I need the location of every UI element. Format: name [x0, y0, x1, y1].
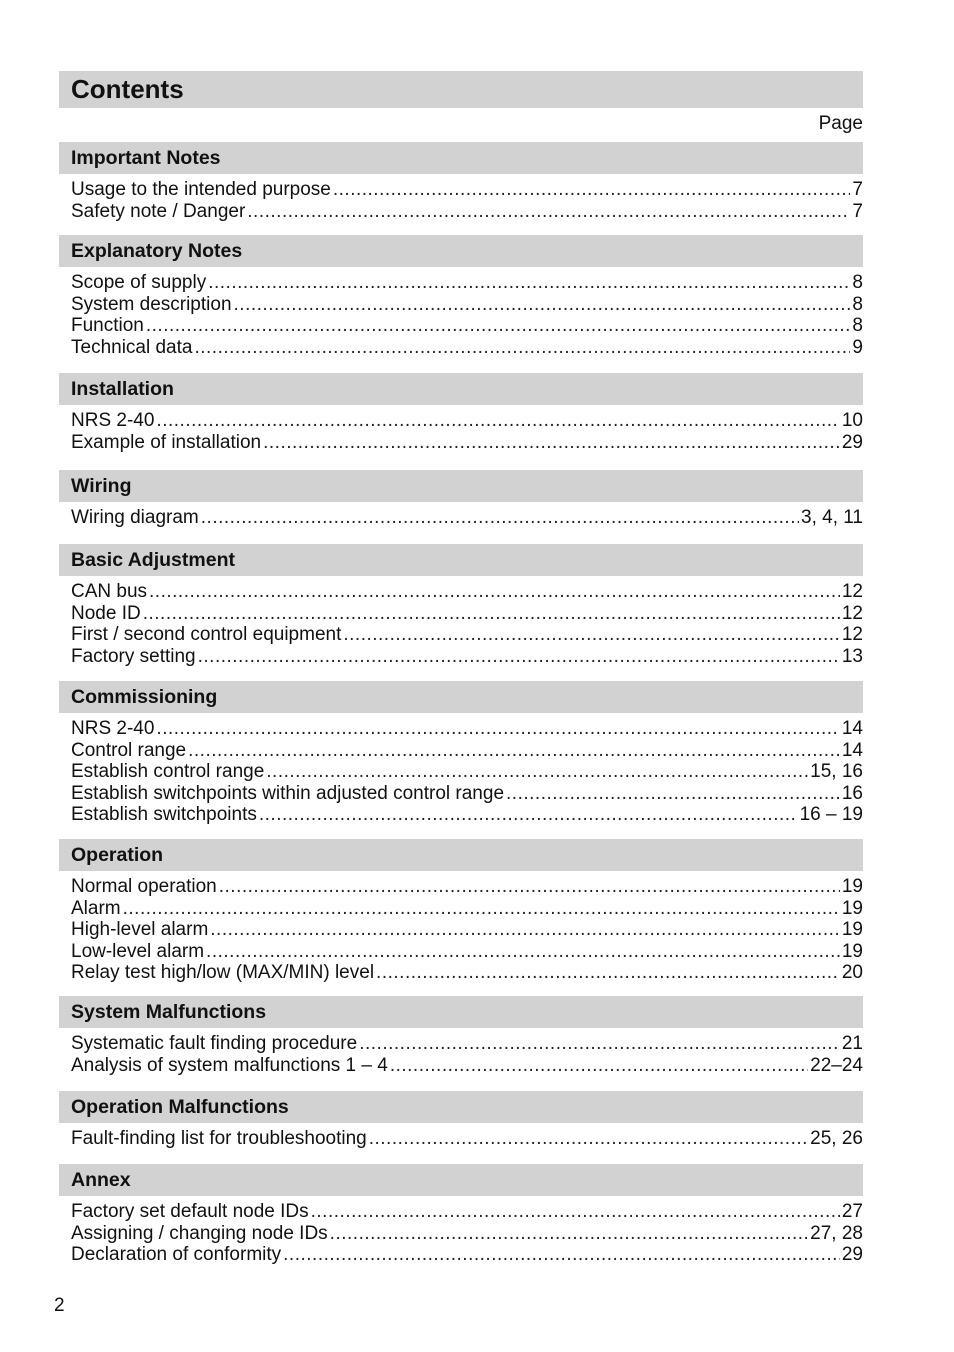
entry-title: Control range: [71, 739, 187, 761]
page-column-label: Page: [818, 113, 863, 134]
entry-title: High-level alarm: [71, 919, 209, 941]
toc-section: [59, 142, 863, 222]
entry-title: Scope of supply: [71, 272, 207, 293]
dot-leader: [266, 761, 808, 783]
toc-entry[interactable]: [59, 201, 863, 223]
entry-page: 16 – 19: [799, 804, 863, 826]
entry-page: 20: [841, 962, 863, 984]
toc-section: [59, 996, 863, 1076]
entry-page: 16: [841, 782, 863, 804]
toc-entry[interactable]: [59, 783, 863, 805]
toc-entry[interactable]: [59, 962, 863, 984]
dot-leader: [333, 179, 851, 201]
entry-page: 29: [841, 431, 863, 453]
dot-leader: [208, 272, 850, 294]
entry-page: 21: [841, 1033, 863, 1054]
entry-list: [59, 1028, 863, 1076]
toc-section: [59, 1164, 863, 1266]
entry-page: 12: [841, 581, 863, 602]
entry-page: 14: [841, 718, 863, 739]
entry-list: [59, 576, 863, 667]
entry-page: 25, 26: [810, 1128, 863, 1149]
toc-section: [59, 544, 863, 667]
toc-section: [59, 681, 863, 826]
entry-page: 12: [841, 602, 863, 624]
toc-entry[interactable]: [59, 581, 863, 603]
entry-title: NRS 2-40: [71, 410, 155, 431]
toc-section: [59, 839, 863, 984]
dot-leader: [206, 941, 840, 963]
toc-entry[interactable]: [59, 603, 863, 625]
section-heading: Basic Adjustment: [59, 544, 863, 576]
entry-title: Establish switchpoints: [71, 804, 257, 826]
toc-section: [59, 470, 863, 529]
dot-leader: [283, 1244, 840, 1266]
entry-page: 8: [852, 272, 863, 293]
entry-page: 10: [841, 410, 863, 431]
entry-title: Example of installation: [71, 431, 262, 453]
entry-page: 12: [841, 624, 863, 646]
toc-entry[interactable]: [59, 1128, 863, 1150]
entry-page: 19: [841, 897, 863, 919]
entry-title: Relay test high/low (MAX/MIN) level: [71, 962, 375, 984]
dot-leader: [149, 581, 840, 603]
dot-leader: [376, 962, 840, 984]
entry-title: Usage to the intended purpose: [71, 179, 331, 200]
page-number: 2: [54, 1295, 65, 1316]
toc-entry[interactable]: [59, 646, 863, 668]
dot-leader: [146, 315, 851, 337]
entry-title: Establish control range: [71, 761, 265, 783]
section-heading: Commissioning: [59, 681, 863, 713]
dot-leader: [156, 410, 839, 432]
entry-page: 27: [841, 1201, 863, 1222]
dot-leader: [201, 507, 799, 529]
dot-leader: [198, 646, 840, 668]
entry-list: [59, 405, 863, 453]
dot-leader: [219, 876, 840, 898]
entry-title: Analysis of system malfunctions 1 – 4: [71, 1054, 388, 1076]
dot-leader: [359, 1033, 840, 1055]
dot-leader: [234, 294, 851, 316]
entry-title: CAN bus: [71, 581, 148, 602]
entry-page: 14: [841, 739, 863, 761]
entry-title: Node ID: [71, 602, 141, 624]
dot-leader: [247, 201, 850, 223]
entry-title: Wiring diagram: [71, 507, 199, 528]
toc-entry[interactable]: [59, 941, 863, 963]
entry-title: First / second control equipment: [71, 624, 342, 646]
entry-title: Function: [71, 315, 144, 337]
toc-section: [59, 373, 863, 453]
entry-page: 19: [841, 919, 863, 941]
section-heading: Wiring: [59, 470, 863, 502]
toc-entry[interactable]: [59, 1055, 863, 1077]
entry-title: Normal operation: [71, 876, 217, 897]
dot-leader: [156, 718, 839, 740]
section-heading: System Malfunctions: [59, 996, 863, 1028]
entry-title: Safety note / Danger: [71, 200, 246, 222]
entry-list: [59, 174, 863, 222]
toc-entry[interactable]: [59, 1033, 863, 1055]
entry-page: 13: [841, 645, 863, 667]
entry-list: [59, 871, 863, 984]
page-title: Contents: [59, 71, 863, 108]
entry-list: [59, 1123, 863, 1150]
dot-leader: [390, 1055, 808, 1077]
dot-leader: [330, 1223, 809, 1245]
toc-entry[interactable]: [59, 272, 863, 294]
toc-entry[interactable]: [59, 179, 863, 201]
dot-leader: [263, 432, 840, 454]
toc-entry[interactable]: [59, 1244, 863, 1266]
entry-title: Assigning / changing node IDs: [71, 1222, 328, 1244]
dot-leader: [506, 783, 840, 805]
section-heading: Important Notes: [59, 142, 863, 174]
dot-leader: [369, 1128, 808, 1150]
entry-title: Declaration of conformity: [71, 1244, 282, 1266]
entry-title: Systematic fault finding procedure: [71, 1033, 358, 1054]
entry-page: 7: [852, 200, 863, 222]
entry-title: Establish switchpoints within adjusted control range: [71, 782, 505, 804]
entry-title: Factory setting: [71, 645, 196, 667]
entry-page: 7: [852, 179, 863, 200]
entry-list: [59, 713, 863, 826]
entry-list: [59, 267, 863, 358]
toc-entry[interactable]: [59, 624, 863, 646]
entry-title: Alarm: [71, 897, 121, 919]
entry-page: 8: [852, 293, 863, 315]
toc-entry[interactable]: [59, 761, 863, 783]
toc-entry[interactable]: [59, 898, 863, 920]
entry-page: 27, 28: [810, 1222, 863, 1244]
section-heading: Operation: [59, 839, 863, 871]
toc-entry[interactable]: [59, 740, 863, 762]
entry-page: 19: [841, 940, 863, 962]
toc-entry[interactable]: [59, 919, 863, 941]
entry-page: 19: [841, 876, 863, 897]
dot-leader: [143, 603, 840, 625]
entry-page: 29: [841, 1244, 863, 1266]
toc-entry[interactable]: [59, 432, 863, 454]
entry-title: Factory set default node IDs: [71, 1201, 309, 1222]
entry-title: System description: [71, 293, 232, 315]
dot-leader: [343, 624, 840, 646]
dot-leader: [210, 919, 840, 941]
toc-entry[interactable]: [59, 410, 863, 432]
entry-title: NRS 2-40: [71, 718, 155, 739]
entry-page: 3, 4, 11: [801, 507, 863, 528]
dot-leader: [123, 898, 840, 920]
entry-page: 22–24: [810, 1054, 863, 1076]
toc-entry[interactable]: [59, 337, 863, 359]
entry-title: Low-level alarm: [71, 940, 205, 962]
entry-page: 8: [852, 315, 863, 337]
section-heading: Operation Malfunctions: [59, 1091, 863, 1123]
dot-leader: [194, 337, 850, 359]
section-heading: Annex: [59, 1164, 863, 1196]
toc-entry[interactable]: [59, 1201, 863, 1223]
toc-entry[interactable]: [59, 804, 863, 826]
toc-entry[interactable]: [59, 876, 863, 898]
toc-entry[interactable]: [59, 507, 863, 529]
toc-section: [59, 1091, 863, 1150]
entry-page: 15, 16: [810, 761, 863, 783]
entry-title: Fault-finding list for troubleshooting: [71, 1128, 367, 1149]
section-heading: Installation: [59, 373, 863, 405]
section-heading: Explanatory Notes: [59, 235, 863, 267]
dot-leader: [311, 1201, 840, 1223]
dot-leader: [259, 804, 798, 826]
entry-title: Technical data: [71, 336, 193, 358]
entry-list: [59, 1196, 863, 1266]
toc-entry[interactable]: [59, 294, 863, 316]
entry-list: [59, 502, 863, 529]
dot-leader: [188, 740, 840, 762]
entry-page: 9: [852, 336, 863, 358]
toc-entry[interactable]: [59, 718, 863, 740]
toc-entry[interactable]: [59, 315, 863, 337]
toc-entry[interactable]: [59, 1223, 863, 1245]
toc-section: [59, 235, 863, 358]
